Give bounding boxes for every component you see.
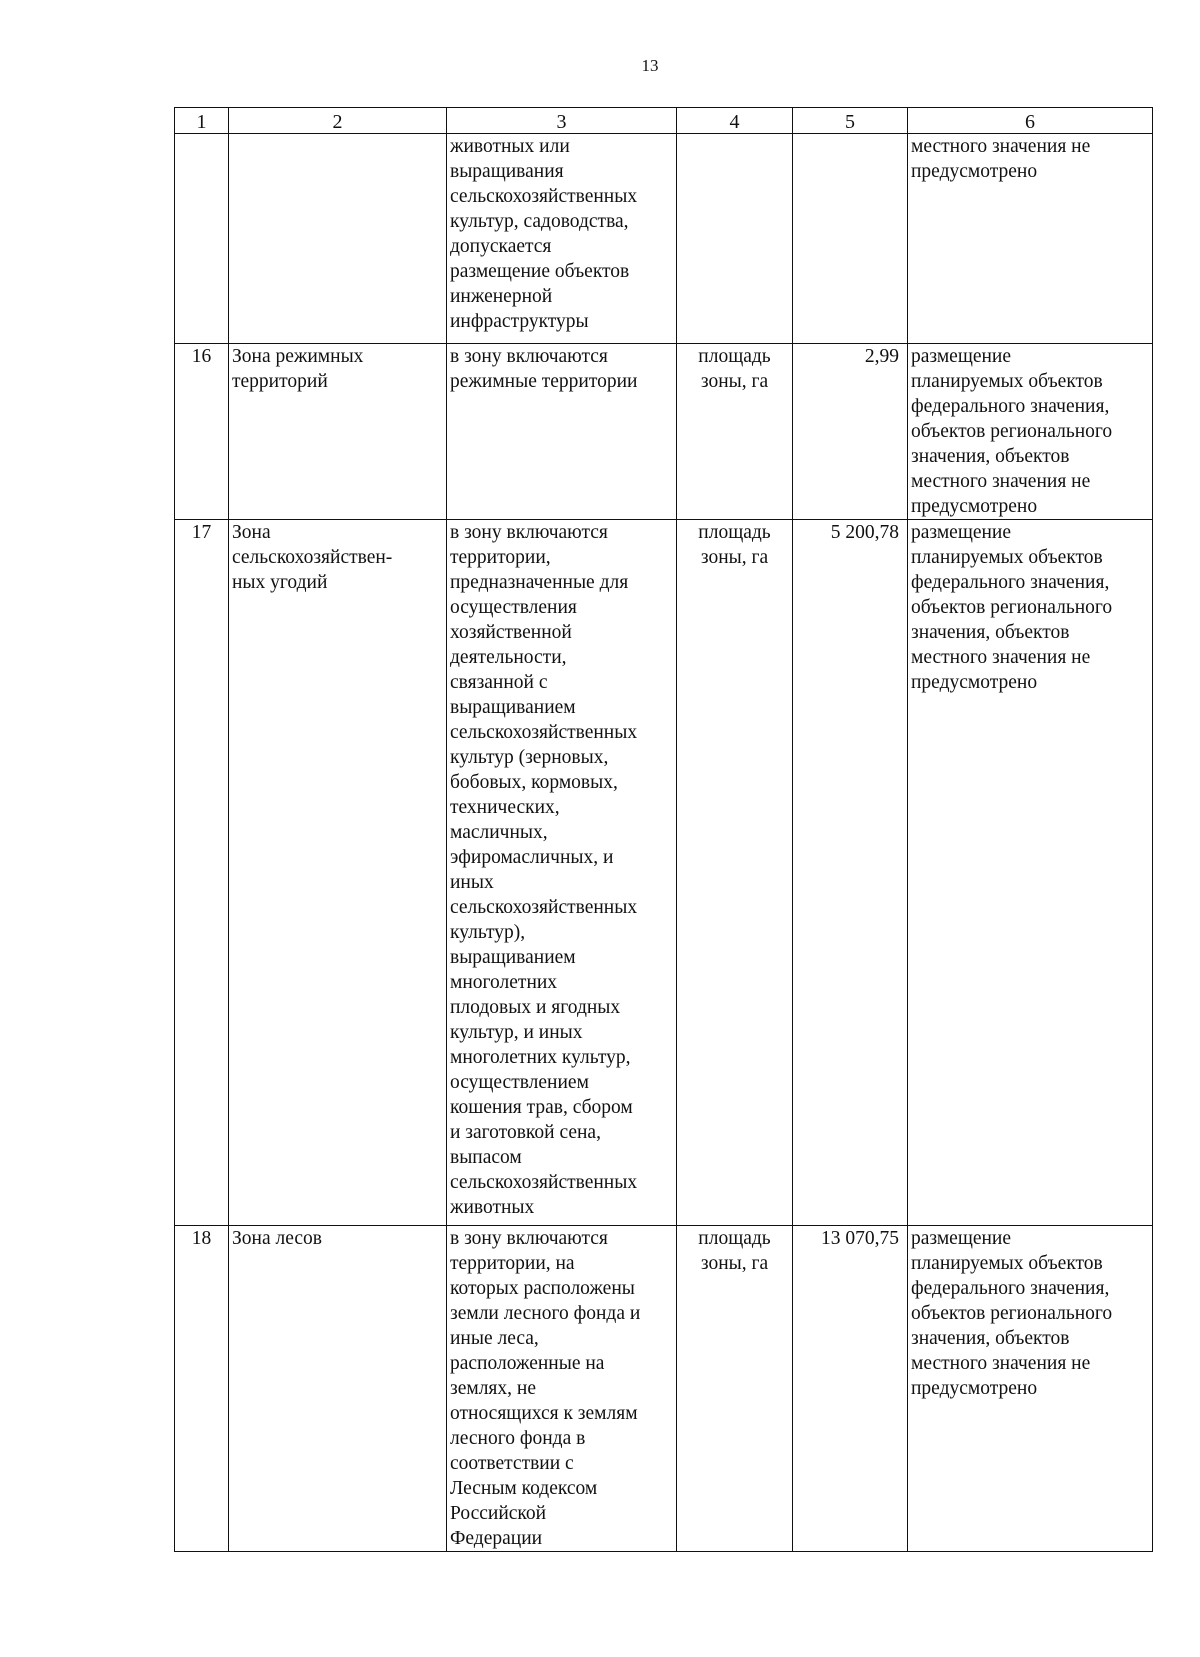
page-number: 13 — [641, 56, 659, 75]
table-row — [175, 1226, 1153, 1552]
zone-indicator: площадь зоны, га — [677, 344, 793, 520]
zone-value — [793, 134, 908, 344]
column-header: 4 — [677, 108, 793, 134]
zone-indicator: площадь зоны, га — [677, 1226, 793, 1552]
zone-indicator — [677, 134, 793, 344]
zone-description: в зону включаются территории, предназначенные для осуществления хозяйственной деятельности, связанной с выращиванием сельскохозяйственных культур (зерновых, бобовых, кормовых, технических, масличных, эфиромасличных, и иных сельскохозяйственных культур), выращиванием многолетних плодовых и ягодных культур, и иных многолетних культур, осуществлением кошения трав, сбором и заготовкой сена, выпасом сельскохозяйственных животных — [447, 520, 677, 1226]
column-header: 6 — [908, 108, 1153, 134]
zone-description: в зону включаются территории, на которых расположены земли лесного фонда и иные леса, расположенные на землях, не относящихся к землям лесного фонда в соответствии с Лесным кодексом Российской Федерации — [447, 1226, 677, 1552]
row-number: 17 — [175, 520, 229, 1226]
zone-name: Зона лесов — [229, 1226, 447, 1552]
column-header: 1 — [175, 108, 229, 134]
zone-name: Зона сельскохозяйствен- ных угодий — [229, 520, 447, 1226]
zone-indicator: площадь зоны, га — [677, 520, 793, 1226]
row-number — [175, 134, 229, 344]
row-number: 18 — [175, 1226, 229, 1552]
zone-value: 5 200,78 — [793, 520, 908, 1226]
zone-name — [229, 134, 447, 344]
column-header: 5 — [793, 108, 908, 134]
table-header-row — [175, 108, 1153, 134]
zone-placement: размещение планируемых объектов федерального значения, объектов регионального значения, объектов местного значения не предусмотрено — [908, 344, 1153, 520]
table-row — [175, 344, 1153, 520]
zone-value: 13 070,75 — [793, 1226, 908, 1552]
table-row — [175, 134, 1153, 344]
zone-placement: размещение планируемых объектов федерального значения, объектов регионального значения, объектов местного значения не предусмотрено — [908, 1226, 1153, 1552]
zone-description: животных или выращивания сельскохозяйственных культур, садоводства, допускается размещение объектов инженерной инфраструктуры — [447, 134, 677, 344]
column-header: 2 — [229, 108, 447, 134]
row-number: 16 — [175, 344, 229, 520]
column-header: 3 — [447, 108, 677, 134]
zone-name: Зона режимных территорий — [229, 344, 447, 520]
zone-placement: местного значения не предусмотрено — [908, 134, 1153, 344]
zones-table — [174, 107, 1153, 1552]
zone-value: 2,99 — [793, 344, 908, 520]
table-row — [175, 520, 1153, 1226]
zone-placement: размещение планируемых объектов федерального значения, объектов регионального значения, объектов местного значения не предусмотрено — [908, 520, 1153, 1226]
zone-description: в зону включаются режимные территории — [447, 344, 677, 520]
